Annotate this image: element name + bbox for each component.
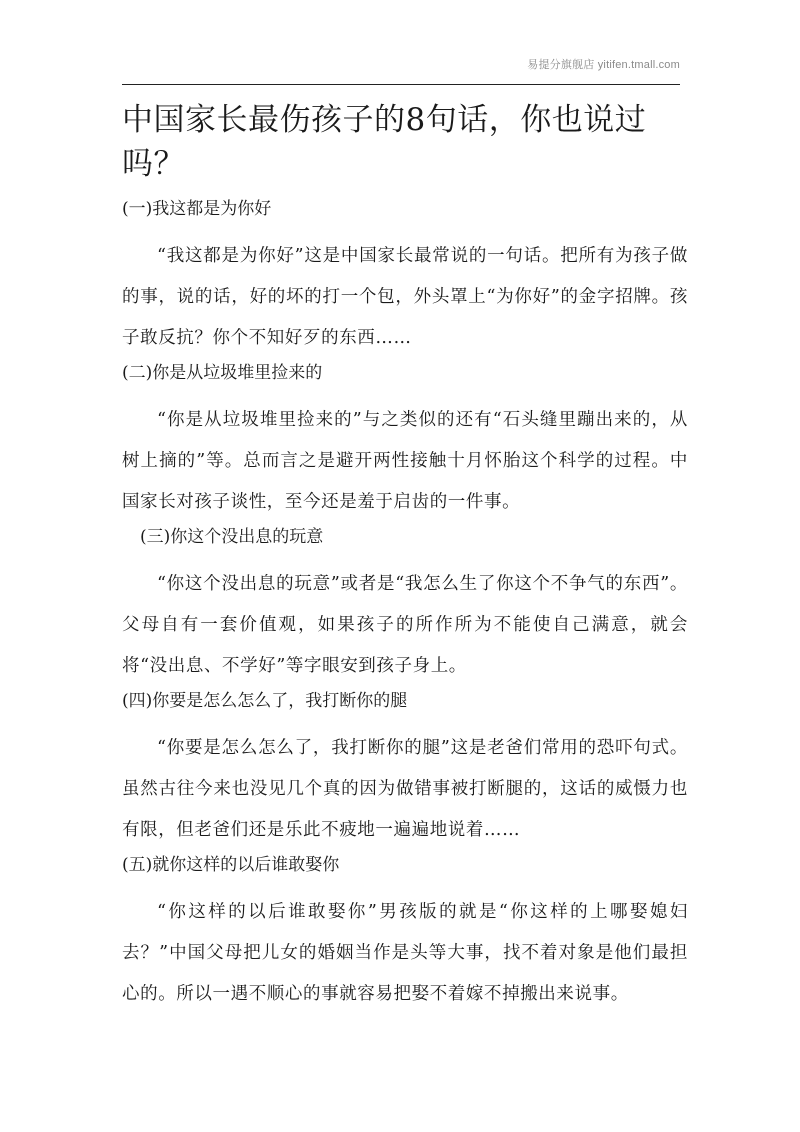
- section-2: [122, 360, 688, 523]
- header-source-text: 易提分旗舰店 yitifen.tmall.com: [527, 59, 680, 71]
- section-paragraph: “你要是怎么怎么了，我打断你的腿”这是老爸们常用的恐吓句式。虽然古往今来也没见几个真的因为做错事被打断腿的，这话的威慑力也有限，但老爸们还是乐此不疲地一遍遍地说着……: [122, 738, 688, 840]
- section-5: [122, 852, 688, 1015]
- section-1: [122, 196, 688, 359]
- section-heading: (四)你要是怎么怎么了，我打断你的腿: [122, 691, 408, 711]
- document-title: 中国家长最伤孩子的8句话，你也说过吗？: [122, 102, 647, 182]
- section-4: [122, 688, 688, 851]
- section-paragraph: “我这都是为你好”这是中国家长最常说的一句话。把所有为孩子做的事，说的话，好的坏的打一个包，外头罩上“为你好”的金字招牌。孩子敢反抗？你个不知好歹的东西……: [122, 246, 688, 348]
- document-body: [122, 98, 688, 1016]
- section-paragraph: “你这样的以后谁敢娶你”男孩版的就是“你这样的上哪娶媳妇去？”中国父母把儿女的婚姻当作是头等大事，找不着对象是他们最担心的。所以一遇不顺心的事就容易把娶不着嫁不掉搬出来说事。: [122, 902, 688, 1004]
- section-heading: (三)你这个没出息的玩意: [140, 527, 324, 547]
- header-divider: [122, 84, 680, 85]
- section-paragraph: “你是从垃圾堆里捡来的”与之类似的还有“石头缝里蹦出来的，从树上摘的”等。总而言之是避开两性接触十月怀胎这个科学的过程。中国家长对孩子谈性，至今还是羞于启齿的一件事。: [122, 410, 688, 512]
- section-paragraph: “你这个没出息的玩意”或者是“我怎么生了你这个不争气的东西”。父母自有一套价值观，如果孩子的所作所为不能使自己满意，就会将“没出息、不学好”等字眼安到孩子身上。: [122, 574, 688, 676]
- section-heading: (二)你是从垃圾堆里捡来的: [122, 363, 323, 383]
- section-3: [122, 524, 688, 687]
- section-heading: (五)就你这样的以后谁敢娶你: [122, 855, 340, 875]
- section-heading: (一)我这都是为你好: [122, 199, 272, 219]
